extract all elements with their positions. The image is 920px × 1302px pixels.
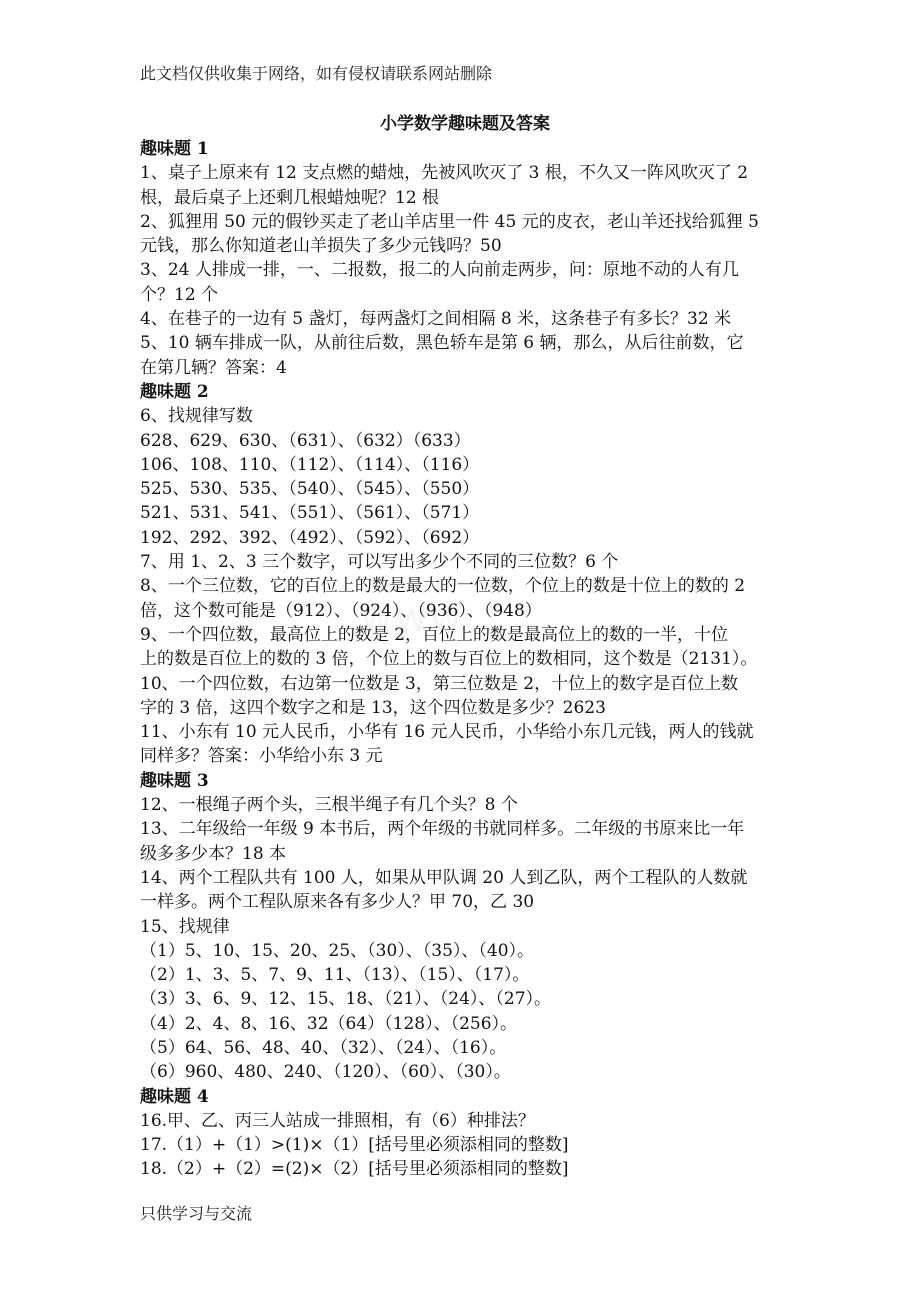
text-line: 根，最后桌子上还剩几根蜡烛呢？12 根 — [140, 187, 440, 208]
text-line: 10、一个四位数，右边第一位数是 3，第三位数是 2，十位上的数字是百位上数 — [140, 673, 739, 694]
text-line: 2、狐狸用 50 元的假钞买走了老山羊店里一件 45 元的皮衣，老山羊还找给狐狸 5 — [140, 211, 759, 232]
text-line: 14、两个工程队共有 100 人，如果从甲队调 20 人到乙队，两个工程队的人数就 — [140, 867, 748, 888]
text-line: 6、找规律写数 — [140, 406, 253, 427]
text-line: 192、292、392、（492）、（592）、（692） — [140, 527, 480, 548]
document-lines — [140, 137, 790, 1182]
section-heading: 趣味题 4 — [140, 1086, 209, 1107]
section-heading: 趣味题 3 — [140, 770, 209, 791]
text-line: （6）960、480、240、（120）、（60）、（30）。 — [140, 1062, 511, 1083]
text-line: 521、531、541、（551）、（561）、（571） — [140, 503, 480, 524]
text-line: 16.甲、乙、丙三人站成一排照相，有（6）种排法？ — [140, 1110, 535, 1131]
text-line: （5）64、56、48、40、（32）、（24）、（16）。 — [140, 1037, 507, 1058]
document-body — [140, 113, 790, 1182]
header-note: 此文档仅供收集于网络，如有侵权请联系网站删除 — [140, 64, 493, 83]
text-line: 525、530、535、（540）、（545）、（550） — [140, 479, 480, 500]
text-line: 级多多少本？18 本 — [140, 843, 287, 864]
text-line: 18.（2）+（2）=(2)×（2）[括号里必须添相同的整数] — [140, 1159, 569, 1180]
text-line: （3）3、6、9、12、15、18、（21）、（24）、（27）。 — [140, 989, 552, 1010]
text-line: 17.（1）+（1）>(1)×（1）[括号里必须添相同的整数] — [140, 1135, 569, 1156]
text-line: 9、一个四位数，最高位上的数是 2，百位上的数是最高位上的数的一半，十位 — [140, 624, 729, 645]
text-line: 5、10 辆车排成一队，从前往后数，黑色轿车是第 6 辆，那么，从后往前数，它 — [140, 333, 744, 354]
text-line: 4、在巷子的一边有 5 盏灯，每两盏灯之间相隔 8 米，这条巷子有多长？32 米 — [140, 309, 732, 330]
text-line: 在第几辆？答案：4 — [140, 357, 287, 378]
text-line: 1、桌子上原来有 12 支点燃的蜡烛，先被风吹灭了 3 根，不久又一阵风吹灭了 2 — [140, 163, 749, 184]
text-line: 7、用 1、2、3 三个数字，可以写出多少个不同的三位数？6 个 — [140, 552, 619, 573]
text-line: 上的数是百位上的数的 3 倍，个位上的数与百位上的数相同，这个数是（2131）。 — [140, 649, 758, 670]
document-title: 小学数学趣味题及答案 — [380, 114, 550, 134]
text-line: （4）2、4、8、16、32（64）（128）、（256）。 — [140, 1013, 518, 1034]
section-heading: 趣味题 2 — [140, 381, 209, 402]
text-line: 15、找规律 — [140, 916, 230, 937]
text-line: 元钱，那么你知道老山羊损失了多少元钱吗？50 — [140, 236, 502, 257]
text-line: 倍，这个数可能是（912）、（924）、（936）、（948） — [140, 600, 542, 621]
text-line: 11、小东有 10 元人民币，小华有 16 元人民币，小华给小东几元钱，两人的钱就 — [140, 722, 754, 743]
footer-note: 只供学习与交流 — [140, 1204, 253, 1223]
text-line: （1）5、10、15、20、25、（30）、（35）、（40）。 — [140, 940, 535, 961]
text-line: 个？12 个 — [140, 284, 219, 305]
text-line: 同样多？答案：小华给小东 3 元 — [140, 746, 383, 767]
section-heading: 趣味题 1 — [140, 139, 209, 159]
text-line: 一样多。两个工程队原来各有多少人？甲 70，乙 30 — [140, 892, 535, 913]
text-line: （2）1、3、5、7、9、11、（13）、（15）、（17）。 — [140, 965, 530, 986]
text-line: 628、629、630、（631）、（632）（633） — [140, 430, 471, 451]
text-line: 8、一个三位数，它的百位上的数是最大的一位数，个位上的数是十位上的数的 2 — [140, 576, 746, 597]
text-line: 106、108、110、（112）、（114）、（116） — [140, 454, 480, 475]
text-line: 字的 3 倍，这四个数字之和是 13，这个四位数是多少？2623 — [140, 697, 606, 718]
text-line: 12、一根绳子两个头，三根半绳子有几个头？8 个 — [140, 795, 518, 816]
text-line: 3、24 人排成一排，一、二报数，报二的人向前走两步，问：原地不动的人有几 — [140, 260, 739, 281]
text-line: 13、二年级给一年级 9 本书后，两个年级的书就同样多。二年级的书原来比一年 — [140, 819, 745, 840]
